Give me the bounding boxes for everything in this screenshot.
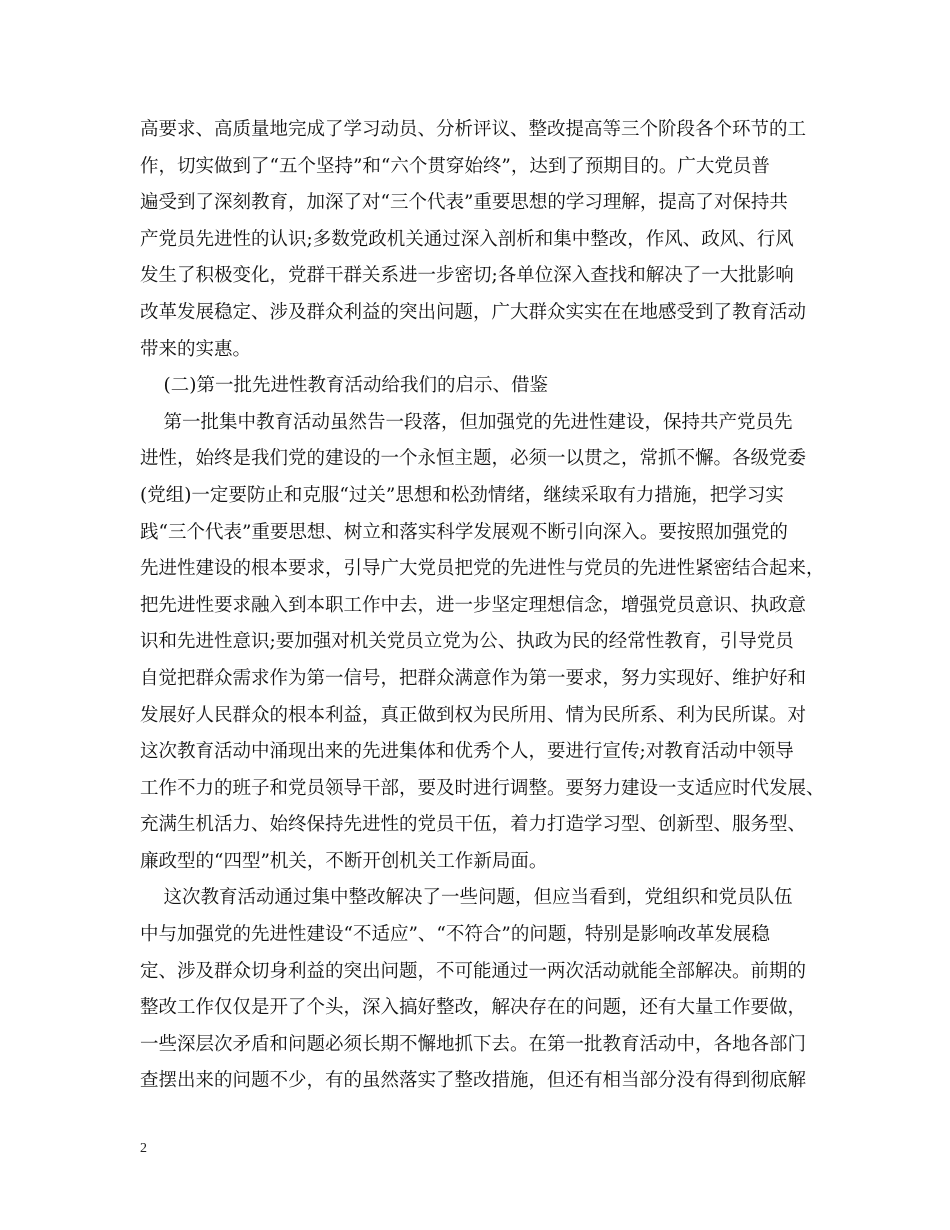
text-line: 带来的实惠。	[140, 338, 252, 360]
text-line: 产党员先进性的认识;多数党政机关通过深入剖析和集中整改，作风、政风、行风	[140, 228, 794, 250]
text-line: 识和先进性意识;要加强对机关党员立党为公、执政为民的经常性教育，引导党员	[140, 631, 794, 653]
text-line: 充满生机活力、始终保持先进性的党员干伍，着力打造学习型、创新型、服务型、	[140, 814, 807, 836]
section-heading: (二)第一批先进性教育活动给我们的启示、借鉴	[140, 375, 548, 397]
text-line: 这次教育活动中涌现出来的先进集体和优秀个人，要进行宣传;对教育活动中领导	[140, 741, 794, 763]
text-line: 整改工作仅仅是开了个头，深入搞好整改，解决存在的问题，还有大量工作要做，	[140, 997, 807, 1019]
text-line: 廉政型的“四型”机关，不断开创机关工作新局面。	[140, 850, 548, 872]
text-line: 先进性建设的根本要求，引导广大党员把党的先进性与党员的先进性紧密结合起来，	[140, 558, 825, 580]
text-line: 第一批集中教育活动虽然告一段落，但加强党的先进性建设，保持共产党员先	[140, 411, 793, 433]
text-line: 把先进性要求融入到本职工作中去，进一步坚定理想信念，增强党员意识、执政意	[140, 594, 807, 616]
text-line: 定、涉及群众切身利益的突出问题，不可能通过一两次活动就能全部解决。前期的	[140, 960, 807, 982]
body-text	[140, 112, 825, 1100]
text-line: 改革发展稳定、涉及群众利益的突出问题，广大群众实实在在地感受到了教育活动	[140, 301, 807, 323]
text-line: (党组)一定要防止和克服“过关”思想和松劲情绪，继续采取有力措施，把学习实	[140, 484, 784, 506]
text-line: 工作不力的班子和党员领导干部，要及时进行调整。要努力建设一支适应时代发展、	[140, 777, 825, 799]
text-line: 一些深层次矛盾和问题必须长期不懈地抓下去。在第一批教育活动中，各地各部门	[140, 1033, 807, 1055]
text-line: 进性，始终是我们党的建设的一个永恒主题，必须一以贯之，常抓不懈。各级党委	[140, 448, 807, 470]
text-line: 自觉把群众需求作为第一信号，把群众满意作为第一要求，努力实现好、维护好和	[140, 667, 807, 689]
text-line: 作，切实做到了“五个坚持”和“六个贯穿始终”，达到了预期目的。广大党员普	[140, 155, 770, 177]
text-line: 这次教育活动通过集中整改解决了一些问题，但应当看到，党组织和党员队伍	[140, 887, 793, 909]
text-line: 中与加强党的先进性建设“不适应”、“不符合”的问题，特别是影响改革发展稳	[140, 924, 770, 946]
page-number: 2	[140, 1141, 147, 1156]
text-line: 遍受到了深刻教育，加深了对“三个代表”重要思想的学习理解，提高了对保持共	[140, 192, 788, 214]
text-line: 践“三个代表”重要思想、树立和落实科学发展观不断引向深入。要按照加强党的	[140, 521, 788, 543]
text-line: 发展好人民群众的根本利益，真正做到权为民所用、情为民所系、利为民所谋。对	[140, 704, 807, 726]
text-line: 查摆出来的问题不少，有的虽然落实了整改措施，但还有相当部分没有得到彻底解	[140, 1070, 807, 1092]
text-line: 高要求、高质量地完成了学习动员、分析评议、整改提高等三个阶段各个环节的工	[140, 119, 807, 140]
text-line: 发生了积极变化，党群干群关系进一步密切;各单位深入查找和解决了一大批影响	[140, 265, 794, 287]
